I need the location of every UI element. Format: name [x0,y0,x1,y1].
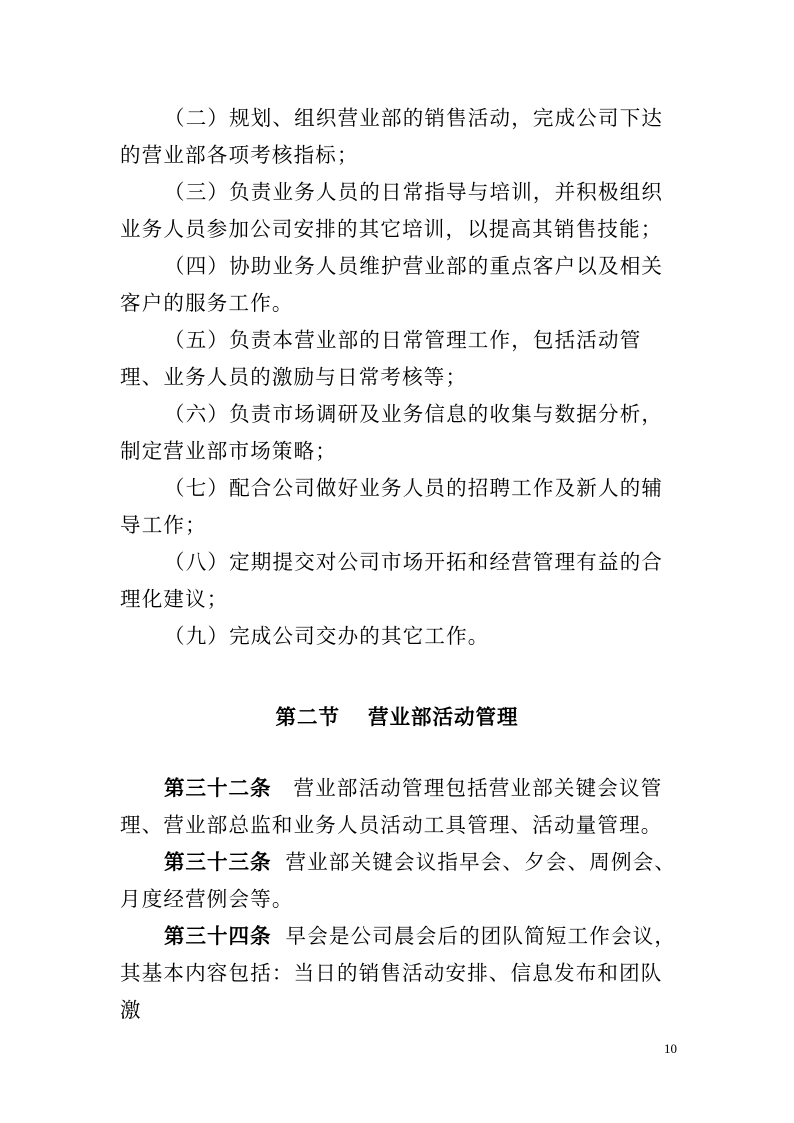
article-label: 第三十三条 [164,850,272,874]
duty-item-2: （二）规划、组织营业部的销售活动，完成公司下达的营业部各项考核指标； [120,106,664,167]
duty-item-7: （七）配合公司做好业务人员的招聘工作及新人的辅导工作； [120,476,664,537]
article-label: 第三十二条 [164,776,272,800]
page-number: 10 [664,1041,677,1056]
article-33 [120,844,680,918]
duty-item-4: （四）协助业务人员维护营业部的重点客户以及相关客户的服务工作。 [120,254,664,315]
article-34 [120,918,680,1029]
article-text: 营业部活动管理包括营业部关键会议管理、营业部总监和业务人员活动工具管理、活动量管理。 [120,776,663,837]
article-label: 第三十四条 [164,924,272,948]
duty-item-8: （八）定期提交对公司市场开拓和经营管理有益的合理化建议； [120,550,664,611]
section-title-text: 营业部活动管理 [368,705,519,729]
article-text: 早会是公司晨会后的团队简短工作会议，其基本内容包括：当日的销售活动安排、信息发布和团队激 [120,924,677,1022]
article-32 [120,770,680,844]
duty-item-6: （六）负责市场调研及业务信息的收集与数据分析，制定营业部市场策略； [120,402,664,463]
duty-item-3: （三）负责业务人员的日常指导与培训，并积极组织业务人员参加公司安排的其它培训，以提高其销售技能； [120,180,664,241]
duty-item-9: （九）完成公司交办的其它工作。 [164,624,490,648]
duty-item-5: （五）负责本营业部的日常管理工作，包括活动管理、业务人员的激励与日常考核等； [120,328,642,389]
section-number: 第二节 [275,705,340,729]
article-text: 营业部关键会议指早会、夕会、周例会、月度经营例会等。 [120,850,677,911]
section-heading [0,702,794,732]
